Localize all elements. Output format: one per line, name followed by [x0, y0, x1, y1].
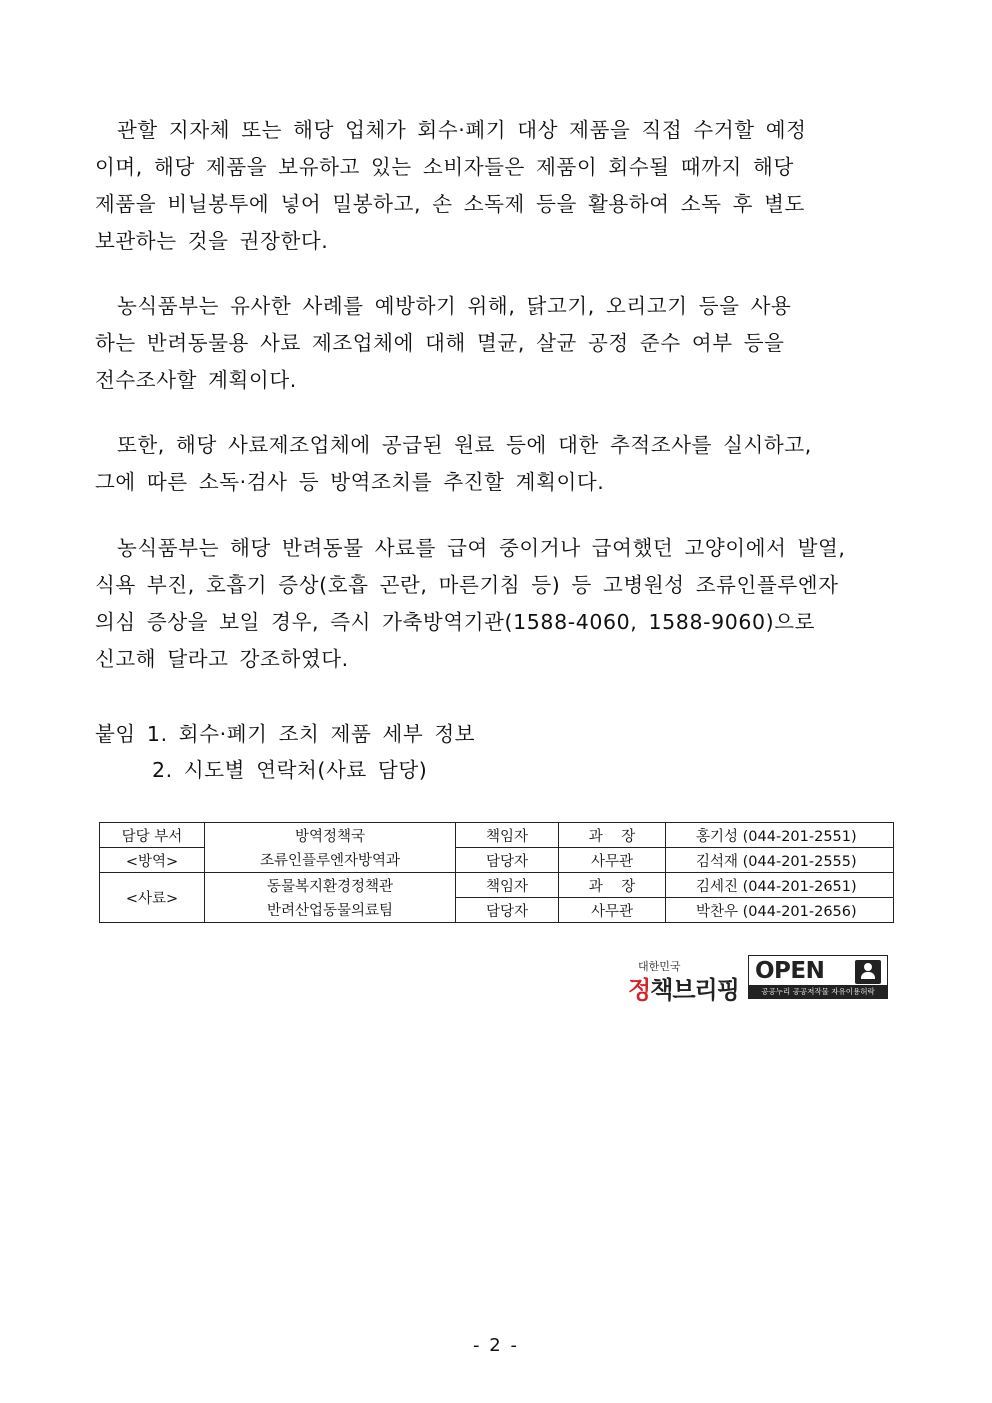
paragraph-2: [95, 288, 897, 399]
paragraph-line: 신고해 달라고 강조하였다.: [95, 647, 349, 671]
paragraph-line: 농식품부는 유사한 사례를 예방하기 위해, 닭고기, 오리고기 등을 사용: [117, 294, 792, 318]
person-cell: 김석재 (044-201-2555): [666, 848, 894, 873]
paragraph-line: 식욕 부진, 호흡기 증상(호흡 곤란, 마른기침 등) 등 고병원성 조류인플루엔자: [95, 573, 839, 597]
brief-logo-main-text: [628, 970, 739, 1005]
contact-table: [99, 822, 894, 923]
paragraph-3: [95, 427, 897, 501]
paragraph-4: [95, 530, 897, 678]
paragraph-line: 그에 따른 소독·검사 등 방역조치를 추진할 계획이다.: [95, 470, 605, 494]
person-cell: 홍기성 (044-201-2551): [666, 823, 894, 848]
table-row: [100, 823, 894, 848]
paragraph-line: 제품을 비닐봉투에 넣어 밀봉하고, 손 소독제 등을 활용하여 소독 후 별도: [95, 192, 805, 216]
paragraph-line: 전수조사할 계획이다.: [95, 368, 297, 392]
role-cell: 책임자: [456, 873, 559, 898]
attachment-line-2: 2. 시도별 연락처(사료 담당): [152, 758, 428, 782]
role-cell: 담당자: [456, 898, 559, 923]
person-cell: 김세진 (044-201-2651): [666, 873, 894, 898]
table-row: [100, 848, 894, 873]
table-row: [100, 873, 894, 898]
paragraph-line: 또한, 해당 사료제조업체에 공급된 원료 등에 대한 추적조사를 실시하고,: [117, 433, 812, 457]
org-cell: 방역정책국: [205, 823, 456, 848]
paragraph-line: 관할 지자체 또는 해당 업체가 회수·폐기 대상 제품을 직접 수거할 예정: [117, 118, 807, 142]
paragraph-line: 이며, 해당 제품을 보유하고 있는 소비자들은 제품이 회수될 때까지 해당: [95, 155, 794, 179]
org-cell: 반려산업동물의료팀: [205, 898, 456, 923]
paragraph-line: 보관하는 것을 권장한다.: [95, 229, 329, 253]
title-cell: 과 장: [559, 873, 666, 898]
attachment-line-1: 붙임 1. 회수·폐기 조치 제품 세부 정보: [95, 722, 476, 746]
title-cell: 과 장: [559, 823, 666, 848]
org-cell: 동물복지환경정책관: [205, 873, 456, 898]
open-logo-word: OPEN: [755, 958, 825, 984]
person-cell: 박찬우 (044-201-2656): [666, 898, 894, 923]
paragraph-line: 농식품부는 해당 반려동물 사료를 급여 중이거나 급여했던 고양이에서 발열,: [117, 536, 846, 560]
dept-header-cell: 담당 부서: [100, 823, 205, 848]
policy-briefing-logo: [628, 958, 740, 1004]
paragraph-1: [95, 112, 897, 260]
dept-cell: <방역>: [100, 848, 205, 873]
page-number: - 2 -: [473, 1335, 519, 1356]
paragraph-line: 의심 증상을 보일 경우, 즉시 가축방역기관(1588-4060, 1588-9060)으로: [95, 610, 816, 634]
open-license-logo: [748, 955, 888, 999]
open-logo-bar: 공공누리 공공저작물 자유이용허락: [749, 985, 887, 998]
person-attribution-icon: [855, 960, 881, 984]
title-cell: 사무관: [559, 898, 666, 923]
table-row: [100, 898, 894, 923]
brief-logo-top-text: 대한민국: [638, 960, 681, 973]
dept-cell: <사료>: [100, 873, 205, 923]
role-cell: 책임자: [456, 823, 559, 848]
brief-logo-rest: 책브리핑: [650, 976, 739, 1004]
org-cell: 조류인플루엔자방역과: [205, 848, 456, 873]
title-cell: 사무관: [559, 848, 666, 873]
role-cell: 담당자: [456, 848, 559, 873]
paragraph-line: 하는 반려동물용 사료 제조업체에 대해 멸균, 살균 공정 준수 여부 등을: [95, 331, 785, 355]
brief-logo-red-glyph: 정: [628, 976, 651, 1004]
